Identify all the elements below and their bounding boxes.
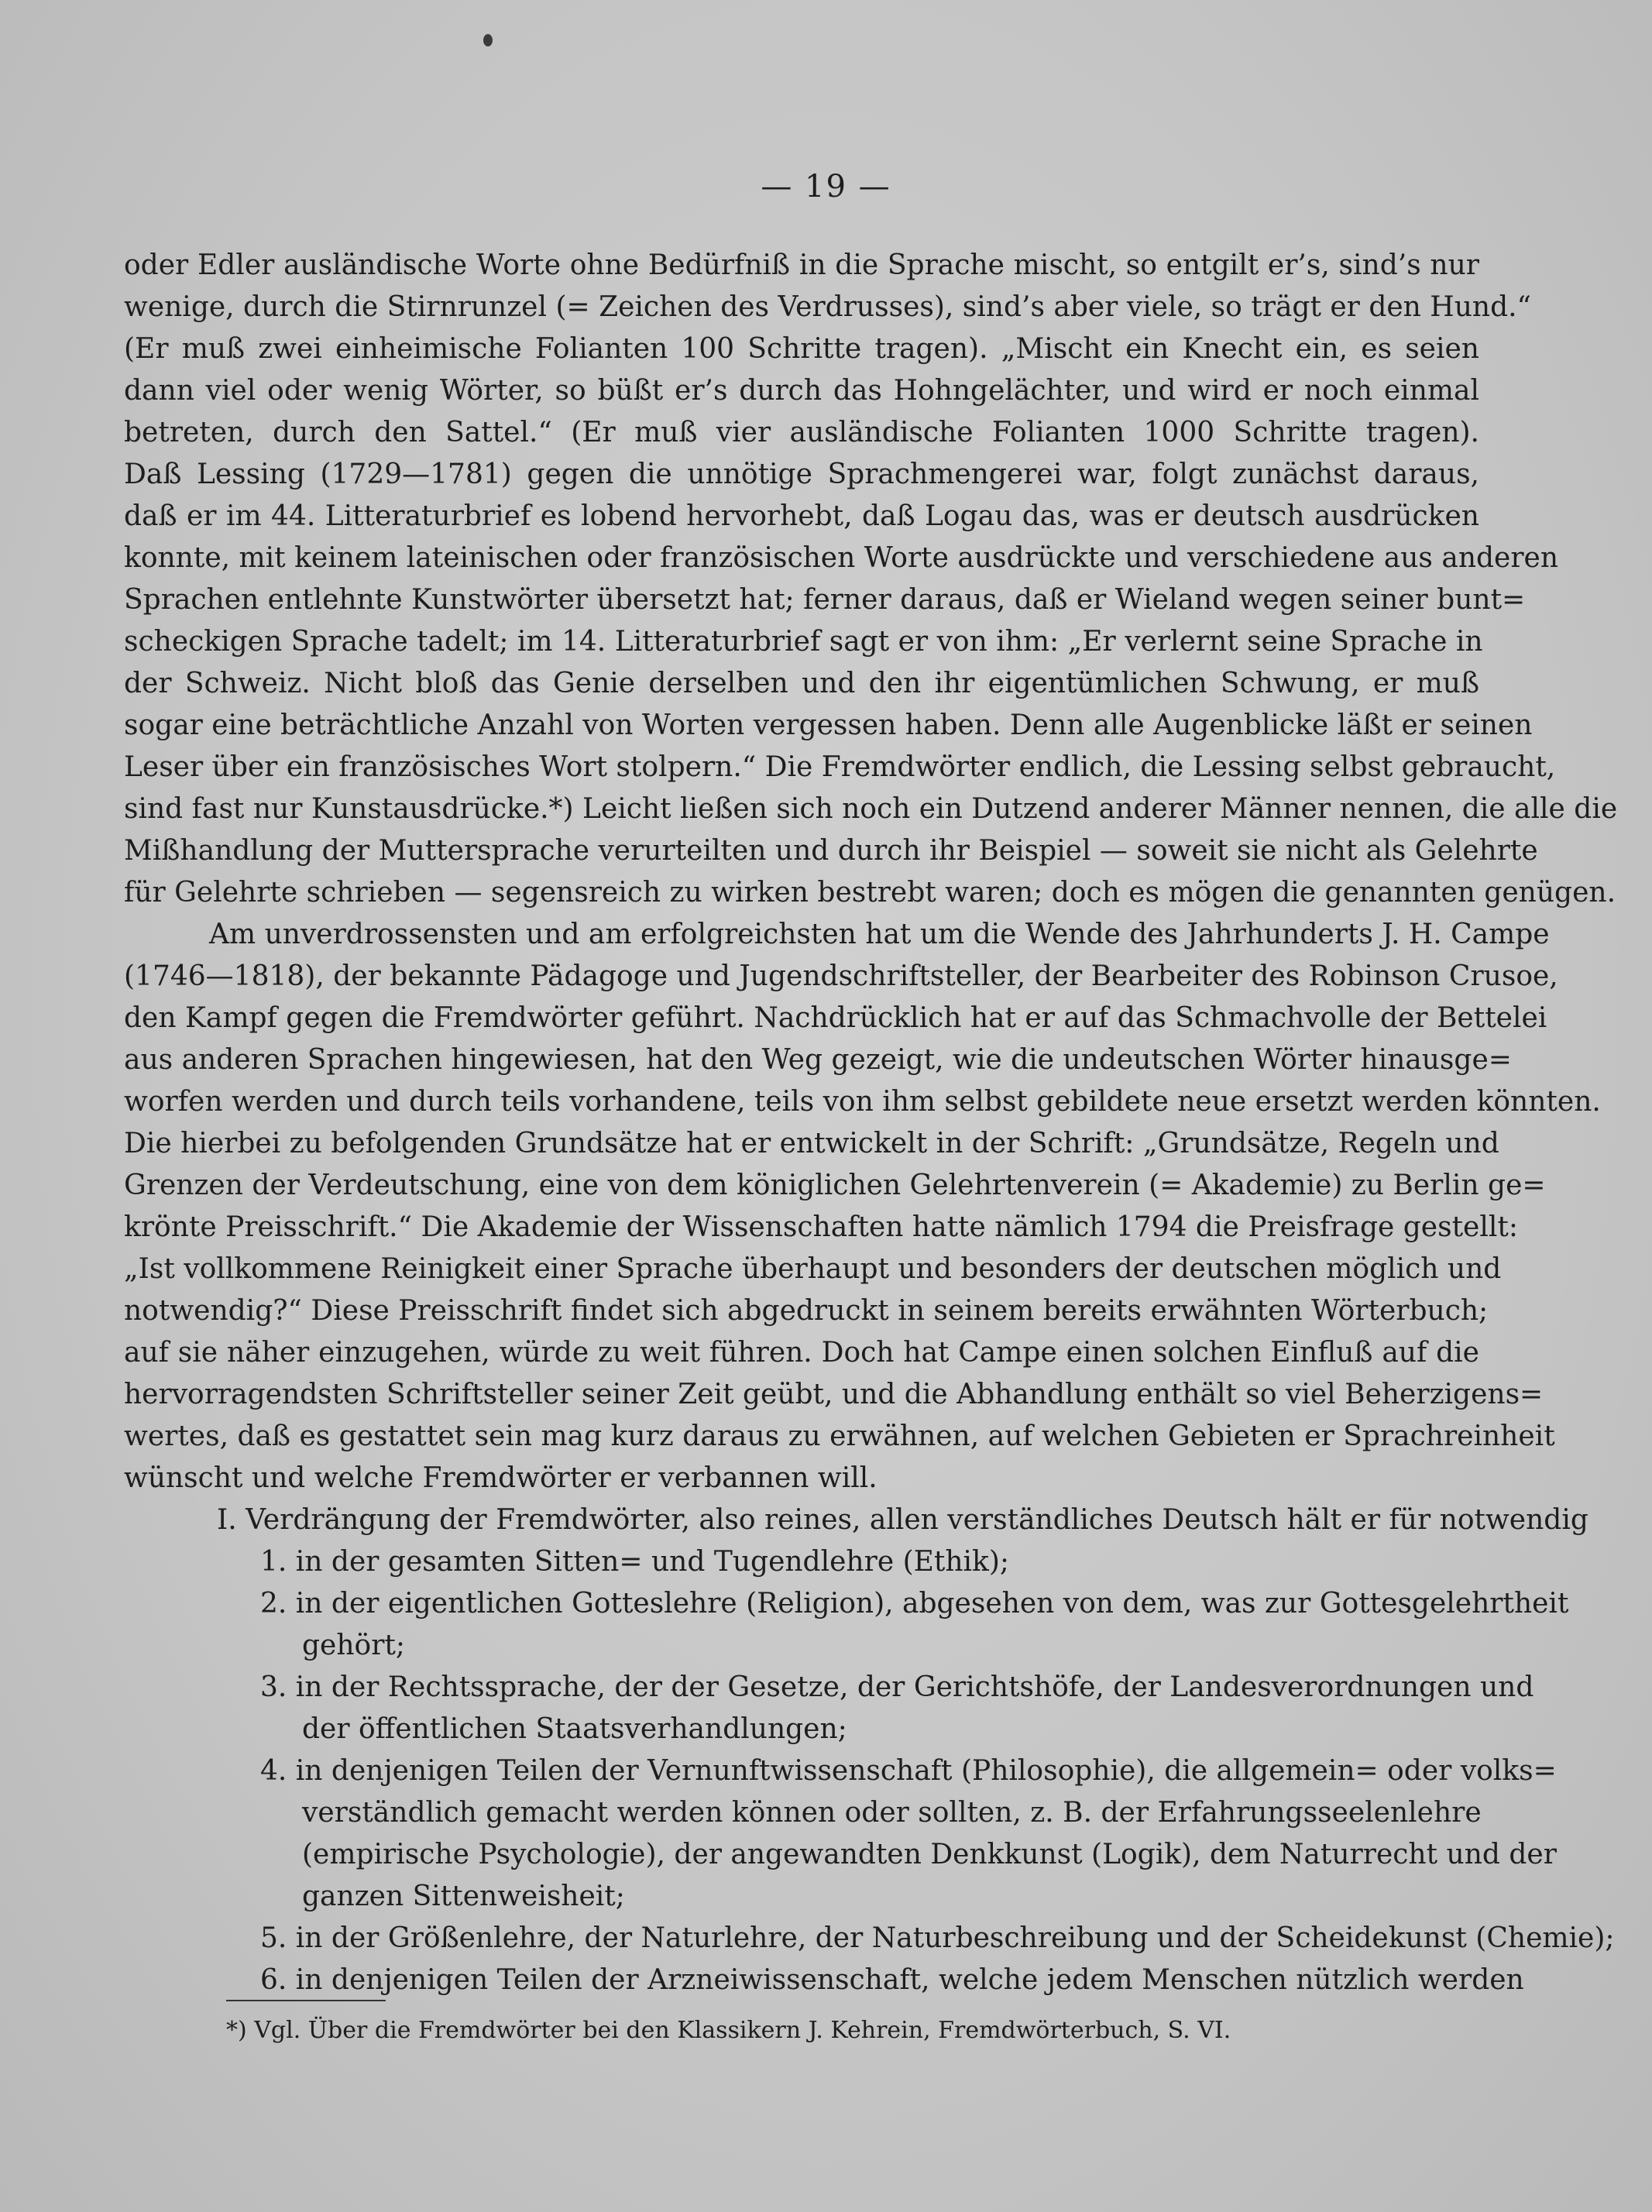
body-line: worfen werden und durch teils vorhandene, teils von ihm selbst gebildete neue ersetzt werden könnten. [124,1086,1601,1118]
body-line: hervorragendsten Schriftsteller seiner Zeit geübt, und die Abhandlung enthält so viel Beherzigens= [124,1379,1544,1410]
body-line: oder Edler ausländische Worte ohne Bedürfniß in die Sprache mischt, so entgilt er’s, sind’s nur [124,249,1479,281]
body-line: Grenzen der Verdeutschung, eine von dem königlichen Gelehrtenverein (= Akademie) zu Berlin ge= [124,1170,1546,1201]
footnote-rule [226,2000,386,2001]
body-line: dann viel oder wenig Wörter, so büßt er’s durch das Hohngelächter, und wird er noch einmal [124,375,1479,407]
footnote: *) Vgl. Über die Fremdwörter bei den Klassikern J. Kehrein, Fremdwörterbuch, S. VI. [226,2017,1231,2044]
body-line: Die hierbei zu befolgenden Grundsätze hat er entwickelt in der Schrift: „Grundsätze, Regeln und [124,1128,1499,1159]
body-line: Mißhandlung der Muttersprache verurteilten und durch ihr Beispiel — soweit sie nicht als Gelehrte [124,835,1538,867]
body-line: der Schweiz. Nicht bloß das Genie derselben und den ihr eigentümlichen Schwung, er muß [124,668,1479,699]
body-line: „Ist vollkommene Reinigkeit einer Sprache überhaupt und besonders der deutschen möglich und [124,1253,1502,1285]
body-line: wenige, durch die Stirnrunzel (= Zeichen des Verdrusses), sind’s aber viele, so trägt er den Hund.“ [124,291,1531,323]
body-line: sind fast nur Kunstausdrücke.*) Leicht ließen sich noch ein Dutzend anderer Männer nennen, die alle die [124,793,1618,825]
body-line: sogar eine beträchtliche Anzahl von Worten vergessen haben. Denn alle Augenblicke läßt er seinen [124,709,1533,741]
body-line: Daß Lessing (1729—1781) gegen die unnötige Sprachmengerei war, folgt zunächst daraus, [124,459,1479,490]
list-item-continuation: der öffentlichen Staatsverhandlungen; [302,1713,847,1745]
list-item: 5. in der Größenlehre, der Naturlehre, der Naturbeschreibung und der Scheidekunst (Chemie); [260,1922,1615,1954]
list-item: 6. in denjenigen Teilen der Arzneiwissenschaft, welche jedem Menschen nützlich werden [260,1964,1524,1996]
body-line: Leser über ein französisches Wort stolpern.“ Die Fremdwörter endlich, die Lessing selbst gebraucht, [124,751,1556,783]
list-item-continuation: verständlich gemacht werden können oder sollten, z. B. der Erfahrungsseelenlehre [302,1797,1482,1829]
list-item: 4. in denjenigen Teilen der Vernunftwissenschaft (Philosophie), die allgemein= oder volks= [260,1755,1557,1787]
body-line: den Kampf gegen die Fremdwörter geführt. Nachdrücklich hat er auf das Schmachvolle der Bettelei [124,1002,1547,1034]
body-line: auf sie näher einzugehen, würde zu weit führen. Doch hat Campe einen solchen Einfluß auf die [124,1337,1479,1369]
list-heading: I. Verdrängung der Fremdwörter, also reines, allen verständliches Deutsch hält er für notwendig [217,1504,1588,1536]
body-line: wünscht und welche Fremdwörter er verbannen will. [124,1462,878,1494]
ink-speck [483,34,493,46]
body-line: scheckigen Sprache tadelt; im 14. Litteraturbrief sagt er von ihm: „Er verlernt seine Sprache in [124,626,1483,658]
body-line: konnte, mit keinem lateinischen oder französischen Worte ausdrückte und verschiedene aus anderen [124,542,1559,574]
body-line: betreten, durch den Sattel.“ (Er muß vier ausländische Folianten 1000 Schritte tragen). [124,417,1479,448]
list-item-continuation: gehört; [302,1630,406,1661]
body-line: (Er muß zwei einheimische Folianten 100 Schritte tragen). „Mischt ein Knecht ein, es seien [124,333,1479,365]
body-line: Am unverdrossensten und am erfolgreichsten hat um die Wende des Jahrhunderts J. H. Campe [209,919,1550,950]
body-line: (1746—1818), der bekannte Pädagoge und Jugendschriftsteller, der Bearbeiter des Robinson Crusoe, [124,960,1558,992]
list-item: 1. in der gesamten Sitten= und Tugendlehre (Ethik); [260,1546,1010,1578]
body-line: aus anderen Sprachen hingewiesen, hat den Weg gezeigt, wie die undeutschen Wörter hinausge= [124,1044,1512,1076]
list-item: 3. in der Rechtssprache, der der Gesetze, der Gerichtshöfe, der Landesverordnungen und [260,1671,1534,1703]
body-line: krönte Preisschrift.“ Die Akademie der Wissenschaften hatte nämlich 1794 die Preisfrage gestellt: [124,1211,1518,1243]
body-line: wertes, daß es gestattet sein mag kurz daraus zu erwähnen, auf welchen Gebieten er Sprachreinheit [124,1420,1555,1452]
list-item: 2. in der eigentlichen Gotteslehre (Religion), abgesehen von dem, was zur Gottesgelehrtheit [260,1588,1569,1620]
body-line: für Gelehrte schrieben — segensreich zu wirken bestrebt waren; doch es mögen die genannten genügen. [124,877,1616,908]
page-number: — 19 — [761,169,891,204]
body-line: daß er im 44. Litteraturbrief es lobend hervorhebt, daß Logau das, was er deutsch ausdrücken [124,500,1479,532]
body-line: notwendig?“ Diese Preisschrift findet sich abgedruckt in seinem bereits erwähnten Wörterbuch; [124,1295,1489,1327]
list-item-continuation: ganzen Sittenweisheit; [302,1881,625,1912]
body-line: Sprachen entlehnte Kunstwörter übersetzt hat; ferner daraus, daß er Wieland wegen seiner bunt= [124,584,1526,616]
list-item-continuation: (empirische Psychologie), der angewandten Denkkunst (Logik), dem Naturrecht und der [302,1839,1557,1870]
